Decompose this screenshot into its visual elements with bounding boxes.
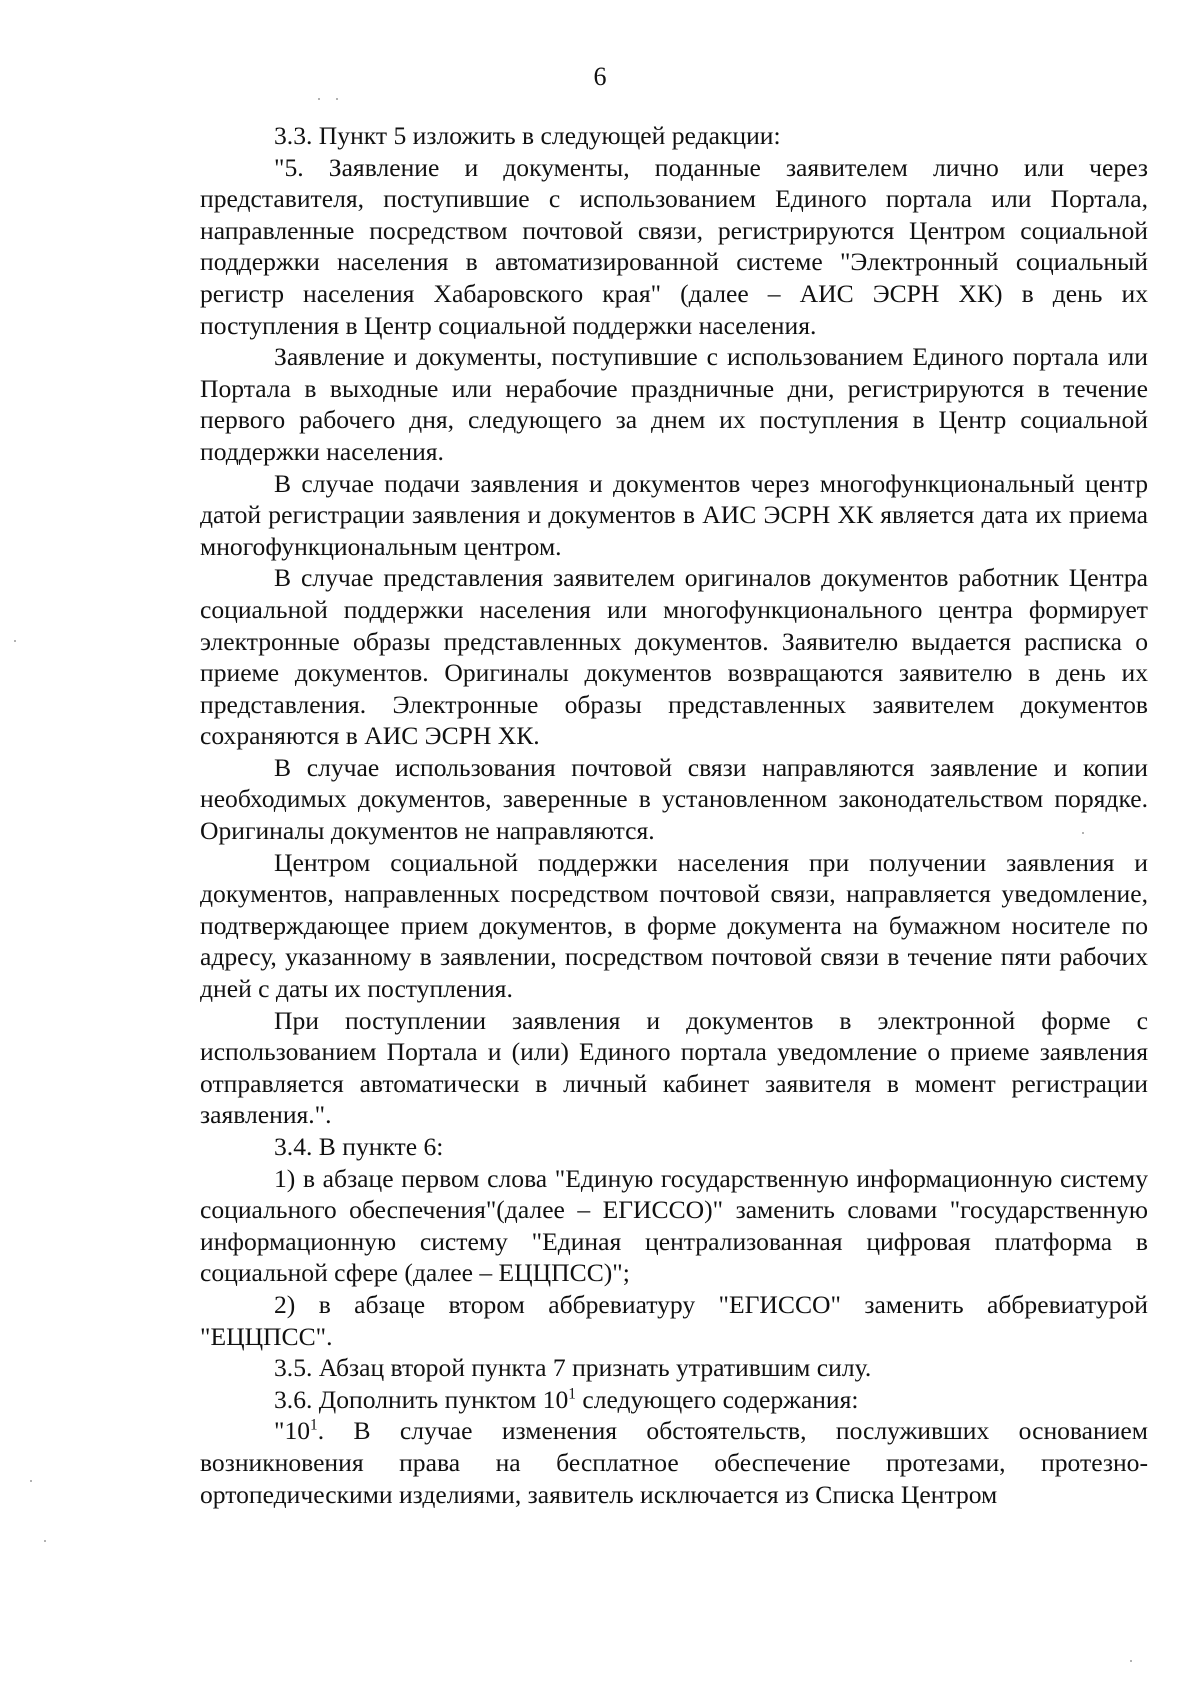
paragraph-3-6-text: 3.6. Дополнить пунктом 10 [274,1384,569,1414]
paragraph-postal-notification: Центром социальной поддержки населения при получении заявления и документов, направленных посредством почтовой связи, направляется уведомление, подтверждающее прием документов, в форме документа на бумажном носителе по адресу, указанному в заявлении, посредством почтовой связи в течение пяти рабочих дней с даты их поступления. [200,847,1148,1004]
paragraph-3-6 [200,1384,1148,1416]
superscript: 1 [568,1385,576,1403]
scan-speck [30,1480,32,1482]
paragraph-holiday-registration: Заявление и документы, поступившие с использованием Единого портала или Портала в выходные или нерабочие праздничные дни, регистрируются в течение первого рабочего дня, следующего за днем их поступления в Центр социальной поддержки населения. [200,342,1148,466]
page-number: 6 [593,62,607,91]
paragraph-item-5: "5. Заявление и документы, поданные заявителем лично или через представителя, поступившие с использованием Единого портала или Портала, направленные посредством почтовой связи, регистрируются Центром социальной поддержки населения в автоматизированной системе "Электронный социальный регистр населения Хабаровского края" (далее – АИС ЭСРН ХК) в день их поступления в Центр социальной поддержки населения. [200,152,1148,340]
paragraph-3-3: 3.3. Пункт 5 изложить в следующей редакции: [274,121,781,150]
paragraph-3-4-item-1: 1) в абзаце первом слова "Единую государственную информационную систему социального обеспечения"(далее – ЕГИССО)" заменить словами "государственную информационную систему "Единая централизованная цифровая платформа в социальной сфере (далее – ЕЦЦПСС)"; [200,1163,1148,1288]
scan-speck [336,98,338,100]
scan-speck [14,640,16,642]
paragraph-3-4-item-2: 2) в абзаце втором аббревиатуру "ЕГИССО" заменить аббревиатурой "ЕЦЦПСС". [200,1289,1148,1351]
paragraph-3-5: 3.5. Абзац второй пункта 7 признать утратившим силу. [274,1353,872,1383]
paragraph-item-10-1-text: . В случае изменения обстоятельств, послуживших основанием возникновения права на бесплатное обеспечение протезами, протезно-ортопедическими изделиями, заявитель исключается из Списка Центром [200,1416,1148,1509]
paragraph-mfc-registration: В случае подачи заявления и документов через многофункциональный центр датой регистрации заявления и документов в АИС ЭСРН ХК является дата их приема многофункциональным центром. [200,468,1148,561]
paragraph-3-6-text-end: следующего содержания: [575,1384,859,1414]
paragraph-item-10-1-number: "10 [274,1416,311,1446]
superscript: 1 [310,1416,318,1434]
paragraph-postal-delivery: В случае использования почтовой связи направляются заявление и копии необходимых документов, заверенные в установленном законодательством порядке. Оригиналы документов не направляются. [200,752,1148,846]
scan-speck [1130,1660,1132,1662]
paragraph-original-documents: В случае представления заявителем оригиналов документов работник Центра социальной поддержки населения или многофункционального центра формирует электронные образы представленных документов. Заявителю выдается расписка о приеме документов. Оригиналы документов возвращаются заявителю в день их представления. Электронные образы представленных заявителем документов сохраняются в АИС ЭСРН ХК. [200,563,1148,751]
paragraph-item-10-1 [200,1415,1148,1510]
scan-speck [318,98,320,100]
paragraph-electronic-notification: При поступлении заявления и документов в электронной форме с использованием Портала и (или) Единого портала уведомление о приеме заявления отправляется автоматически в личный кабинет заявителя в момент регистрации заявления.". [200,1005,1148,1130]
document-body [200,120,1148,1510]
scan-speck [44,1540,46,1542]
paragraph-3-4: 3.4. В пункте 6: [274,1132,444,1161]
scan-speck [1082,832,1084,834]
